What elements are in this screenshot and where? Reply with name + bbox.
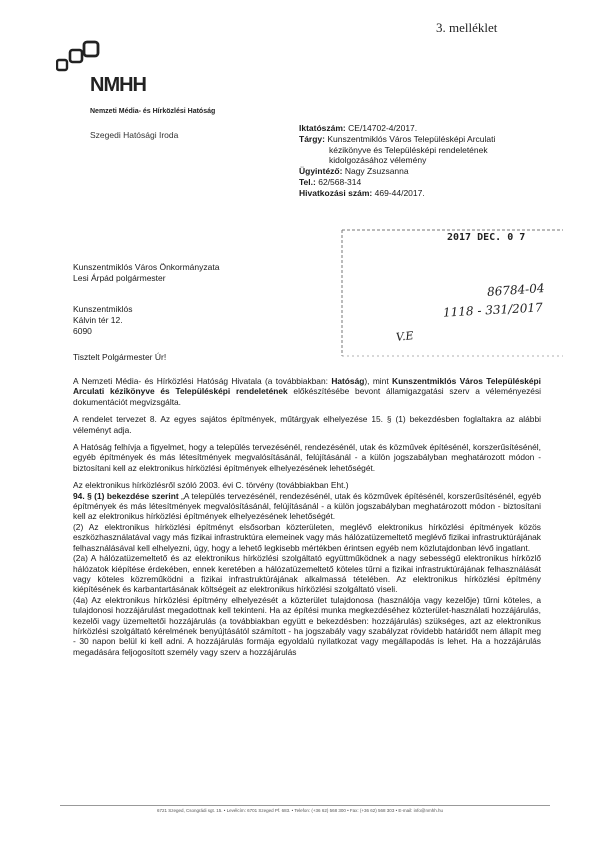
subject-line-3: kidolgozásához vélemény (329, 155, 427, 166)
law-reference: Az elektronikus hírközlésről szóló 2003. évi C. törvény (továbbiakban Eht.) (73, 480, 349, 491)
ref-number-label: Hivatkozási szám: (299, 187, 373, 198)
logo-wordmark: NMHH (90, 74, 146, 96)
paragraph-2: A rendelet tervezet 8. Az egyes sajátos építmények, műtárgyak elhelyezése 15. § (1) bekezdésben foglaltakra az alábbi véleményt adja. (73, 414, 541, 435)
salutation: Tisztelt Polgármester Úr! (73, 352, 167, 362)
annex-label: 3. melléklet (436, 20, 498, 35)
reference-number: CE/14702-4/2017. (348, 123, 418, 133)
letter-body (73, 376, 541, 657)
p4-text: „A település tervezésénél, rendezésénél, utak és közművek építésénél, korszerűsítésénél, egyéb építmények és más létesítmények megvalósításánál, felújításánál - a külön jogszabályban meghatározott módon - biztosítani kell az elektronikus hírközlési építmények elhelyezésének lehetőségét. (73, 490, 541, 522)
recipient-city: Kunszentmiklós (73, 304, 133, 314)
paragraph-4 (73, 491, 541, 522)
footer-contact: 6721 Szeged, Csongrádi sgt. 15. • Levélcím: 6701 Szeged Pf. 683. • Telefon: (+36 62) 568 300 • Fax: (+36 62) 568 303 • E-mail: info@nmhh.hu (157, 808, 443, 813)
paragraph-7: (4a) Az elektronikus hírközlési építmény elhelyezését a közterület tulajdonosa (használója vagy kezelője) tűrni köteles, a tulajdonosi hozzájárulást megadottnak kell tekinteni. Ha az építési munka megkezdéséhez közterület-használati hozzájárulás, kezelői vagy üzemeltetői hozzájárulás (a továbbiakban együtt e bekezdésben: hozzájárulás) szükséges, azt az elektronikus hírközlési szolgáltató kérelmének benyújtásától számított - ha jogszabály vagy szabályzat rövidebb határidőt nem állapít meg - 30 napon belül ki kell adni. A hozzájárulás formája egyoldalú nyilatkozat vagy megállapodás is lehet. Ha a hozzájárulás megadására feljogosított személy vagy szerv a hozzájárulás (73, 594, 541, 657)
handwritten-initials: V.E (395, 329, 415, 344)
ref-number-value: 469-44/2017. (374, 187, 425, 198)
subject-line-1: Kunszentmiklós Város Településképi Arculati (327, 133, 496, 144)
p1-text-c: előkészítésébe bevont államigazgatási szerv a véleményezési dokumentációt megvizsgálta. (73, 386, 541, 407)
subject-label: Tárgy: (299, 133, 325, 144)
subject-line-2: kézikönyve és Településképi rendeletének (329, 144, 488, 155)
p1-text-b: ), mint (364, 376, 393, 386)
p1-bold-a: Hatóság (331, 376, 365, 386)
clerk-name: Nagy Zsuzsanna (344, 166, 409, 177)
office-name: Szegedi Hatósági Iroda (90, 130, 179, 140)
recipient-street: Kálvin tér 12. (73, 314, 123, 325)
phone-number: 62/568-314 (318, 176, 362, 187)
paragraph-5: (2) Az elektronikus hírközlési építményt elsősorban közterületen, meglévő elektronikus hírközlési építmények közös eszközhasználatával vagy más fizikai infrastruktúra elemeinek vagy más hálózatüzemeltető meglévő fizikai infrastruktúrájának felhasználásával kell elhelyezni, úgy, hogy a lehető legkisebb mértékben érintsen egyéb nem közlutajdonban lévő ingatlant. (73, 521, 541, 553)
recipient-org: Kunszentmiklós Város Önkormányzata (73, 262, 220, 272)
recipient-address (73, 262, 219, 284)
handwritten-number-1: 86784-04 (486, 281, 545, 299)
phone-label: Tel.: (299, 176, 316, 187)
document-metadata (299, 123, 539, 199)
p4-bold: 94. § (1) bekezdése szerint (73, 490, 179, 501)
recipient-zip: 6090 (73, 325, 92, 336)
reference-label: Iktatószám: (299, 123, 346, 133)
clerk-label: Ügyintéző: (299, 166, 343, 177)
recipient-person: Lesi Árpád polgármester (73, 272, 166, 283)
recipient-postal-address (73, 304, 133, 336)
organization-name: Nemzeti Média- és Hírközlési Hatóság (90, 108, 216, 115)
handwritten-number-2: 1118 - 331/2017 (442, 300, 544, 320)
p1-text-a: A Nemzeti Média- és Hírközlési Hatóság Hivatala (a továbbiakban: (73, 376, 332, 386)
paragraph-6: (2a) A hálózatüzemeltető és az elektronikus hírközlési szolgáltató együttműködnek a nagy sebességű elektronikus hírközlő hálózatok kiépítése érdekében, ennek keretében a hálózatüzemeltető köteles tűrni a fizikai infrastruktúrájának felhasználását vagy köteles közreműködni a fizikai infrastruktúrájának alkalmassá tételében. Az elektronikus hírközlési építmény kiépítésének és karbantartásának költségeit az elektronikus hírközlési szolgáltató viseli. (73, 553, 541, 595)
stamp-date: 2017 DEC. 0 7 (447, 232, 526, 243)
footer-divider (60, 805, 550, 806)
paragraph-3: A Hatóság felhívja a figyelmet, hogy a település tervezésénél, rendezésénél, utak és közművek építésénél, korszerűsítésénél, egyéb építmények és más létesítmények megvalósításánál, felújításánál - a külön jogszabályban meghatározott módon - biztosítani kell az elektronikus hírközlési építmények elhelyezésének lehetőségét. (73, 442, 541, 473)
p1-bold-b: Kunszentmiklós Város Településképi Arculati kézikönyve és Településképi rendeletének (73, 376, 541, 397)
paragraph-1 (73, 376, 541, 407)
